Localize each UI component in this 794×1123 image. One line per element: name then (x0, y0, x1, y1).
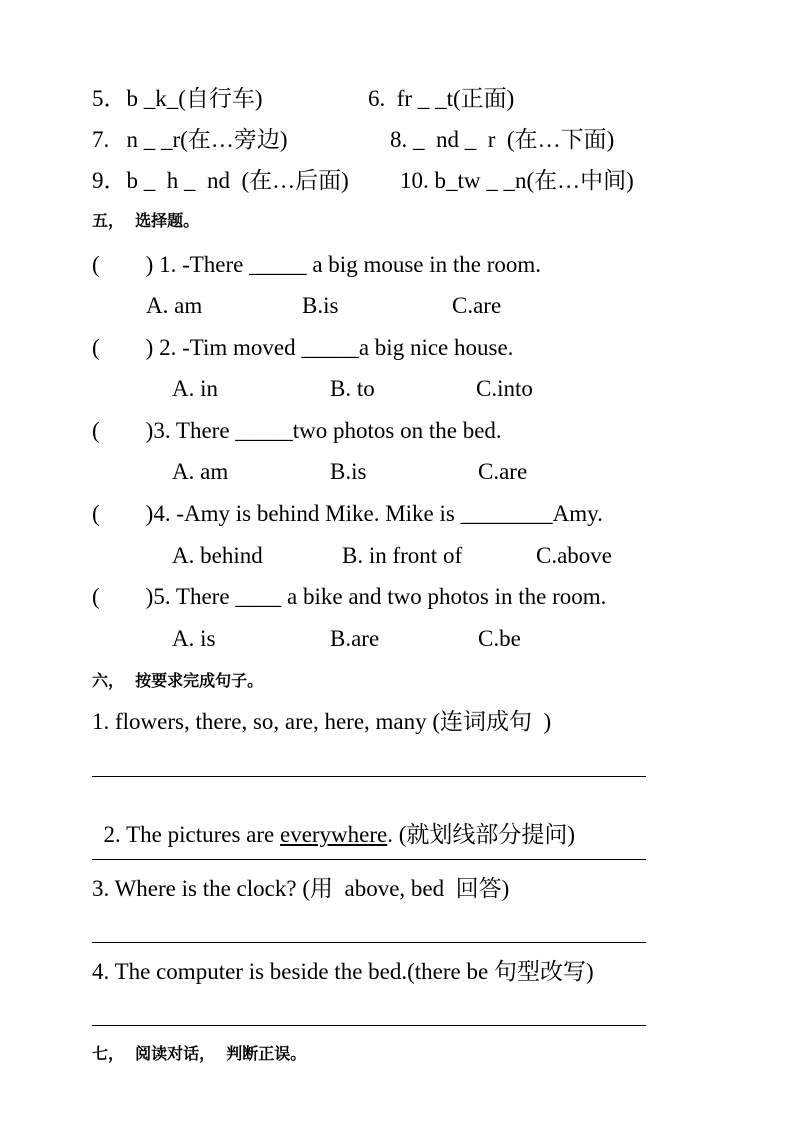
question-1-option-a: A. am (146, 293, 203, 318)
question-5-option-b: B.are (330, 626, 380, 651)
fill-word-7: 7. n _ _r(在…旁边) (92, 127, 288, 152)
question-1-stem: ( ) 1. -There _____ a big mouse in the room. (92, 252, 542, 277)
sentence-task-1: 1. flowers, there, so, are, here, many (连词成句 ) (92, 709, 552, 734)
question-2-option-a: A. in (172, 376, 218, 401)
question-4-option-b: B. in front of (342, 543, 463, 568)
question-3-option-a: A. am (172, 459, 229, 484)
question-5-stem: ( )5. There ____ a bike and two photos in the room. (92, 584, 607, 609)
question-3-option-b: B.is (330, 459, 367, 484)
question-1-option-c: C.are (452, 293, 502, 318)
question-2-option-c: C.into (476, 376, 533, 401)
question-5-option-c: C.be (478, 626, 521, 651)
answer-line-3[interactable] (92, 942, 646, 943)
underlined-word: everywhere (279, 822, 388, 847)
fill-word-6: 6. fr _ _t(正面) (368, 86, 515, 111)
answer-line-4[interactable] (92, 1025, 646, 1026)
question-3-option-c: C.are (478, 459, 528, 484)
question-4-stem: ( )4. -Amy is behind Mike. Mike is ________Amy. (92, 501, 603, 526)
question-2-stem: ( ) 2. -Tim moved _____a big nice house. (92, 335, 514, 360)
fill-word-5: 5．b _k_(自行车) (92, 86, 263, 111)
question-3-stem: ( )3. There _____two photos on the bed. (92, 418, 502, 443)
sentence-task-2 (92, 790, 575, 850)
answer-line-1[interactable] (92, 776, 646, 777)
section-6-title: 六， 按要求完成句子。 (92, 671, 264, 690)
question-5-option-a: A. is (172, 626, 216, 651)
answer-line-2[interactable] (92, 859, 646, 860)
sentence-task-3: 3. Where is the clock? (用 above, bed 回答) (92, 876, 510, 901)
question-4-option-a: A. behind (172, 543, 263, 568)
question-1-option-b: B.is (302, 293, 339, 318)
fill-word-8: 8. _ nd _ r (在…下面) (390, 127, 615, 152)
sentence-task-2-after: . (就划线部分提问) (387, 822, 576, 847)
question-4-option-c: C.above (536, 543, 613, 568)
fill-word-9: 9．b _ h _ nd (在…后面) (92, 168, 349, 193)
fill-word-10: 10. b_tw _ _n(在…中间) (400, 168, 634, 193)
sentence-task-4: 4. The computer is beside the bed.(there be 句型改写) (92, 959, 594, 984)
sentence-task-2-before: 2. The pictures are (103, 822, 280, 847)
section-5-title: 五， 选择题。 (92, 211, 200, 230)
question-2-option-b: B. to (330, 376, 375, 401)
section-7-title: 七， 阅读对话， 判断正误。 (92, 1044, 307, 1063)
